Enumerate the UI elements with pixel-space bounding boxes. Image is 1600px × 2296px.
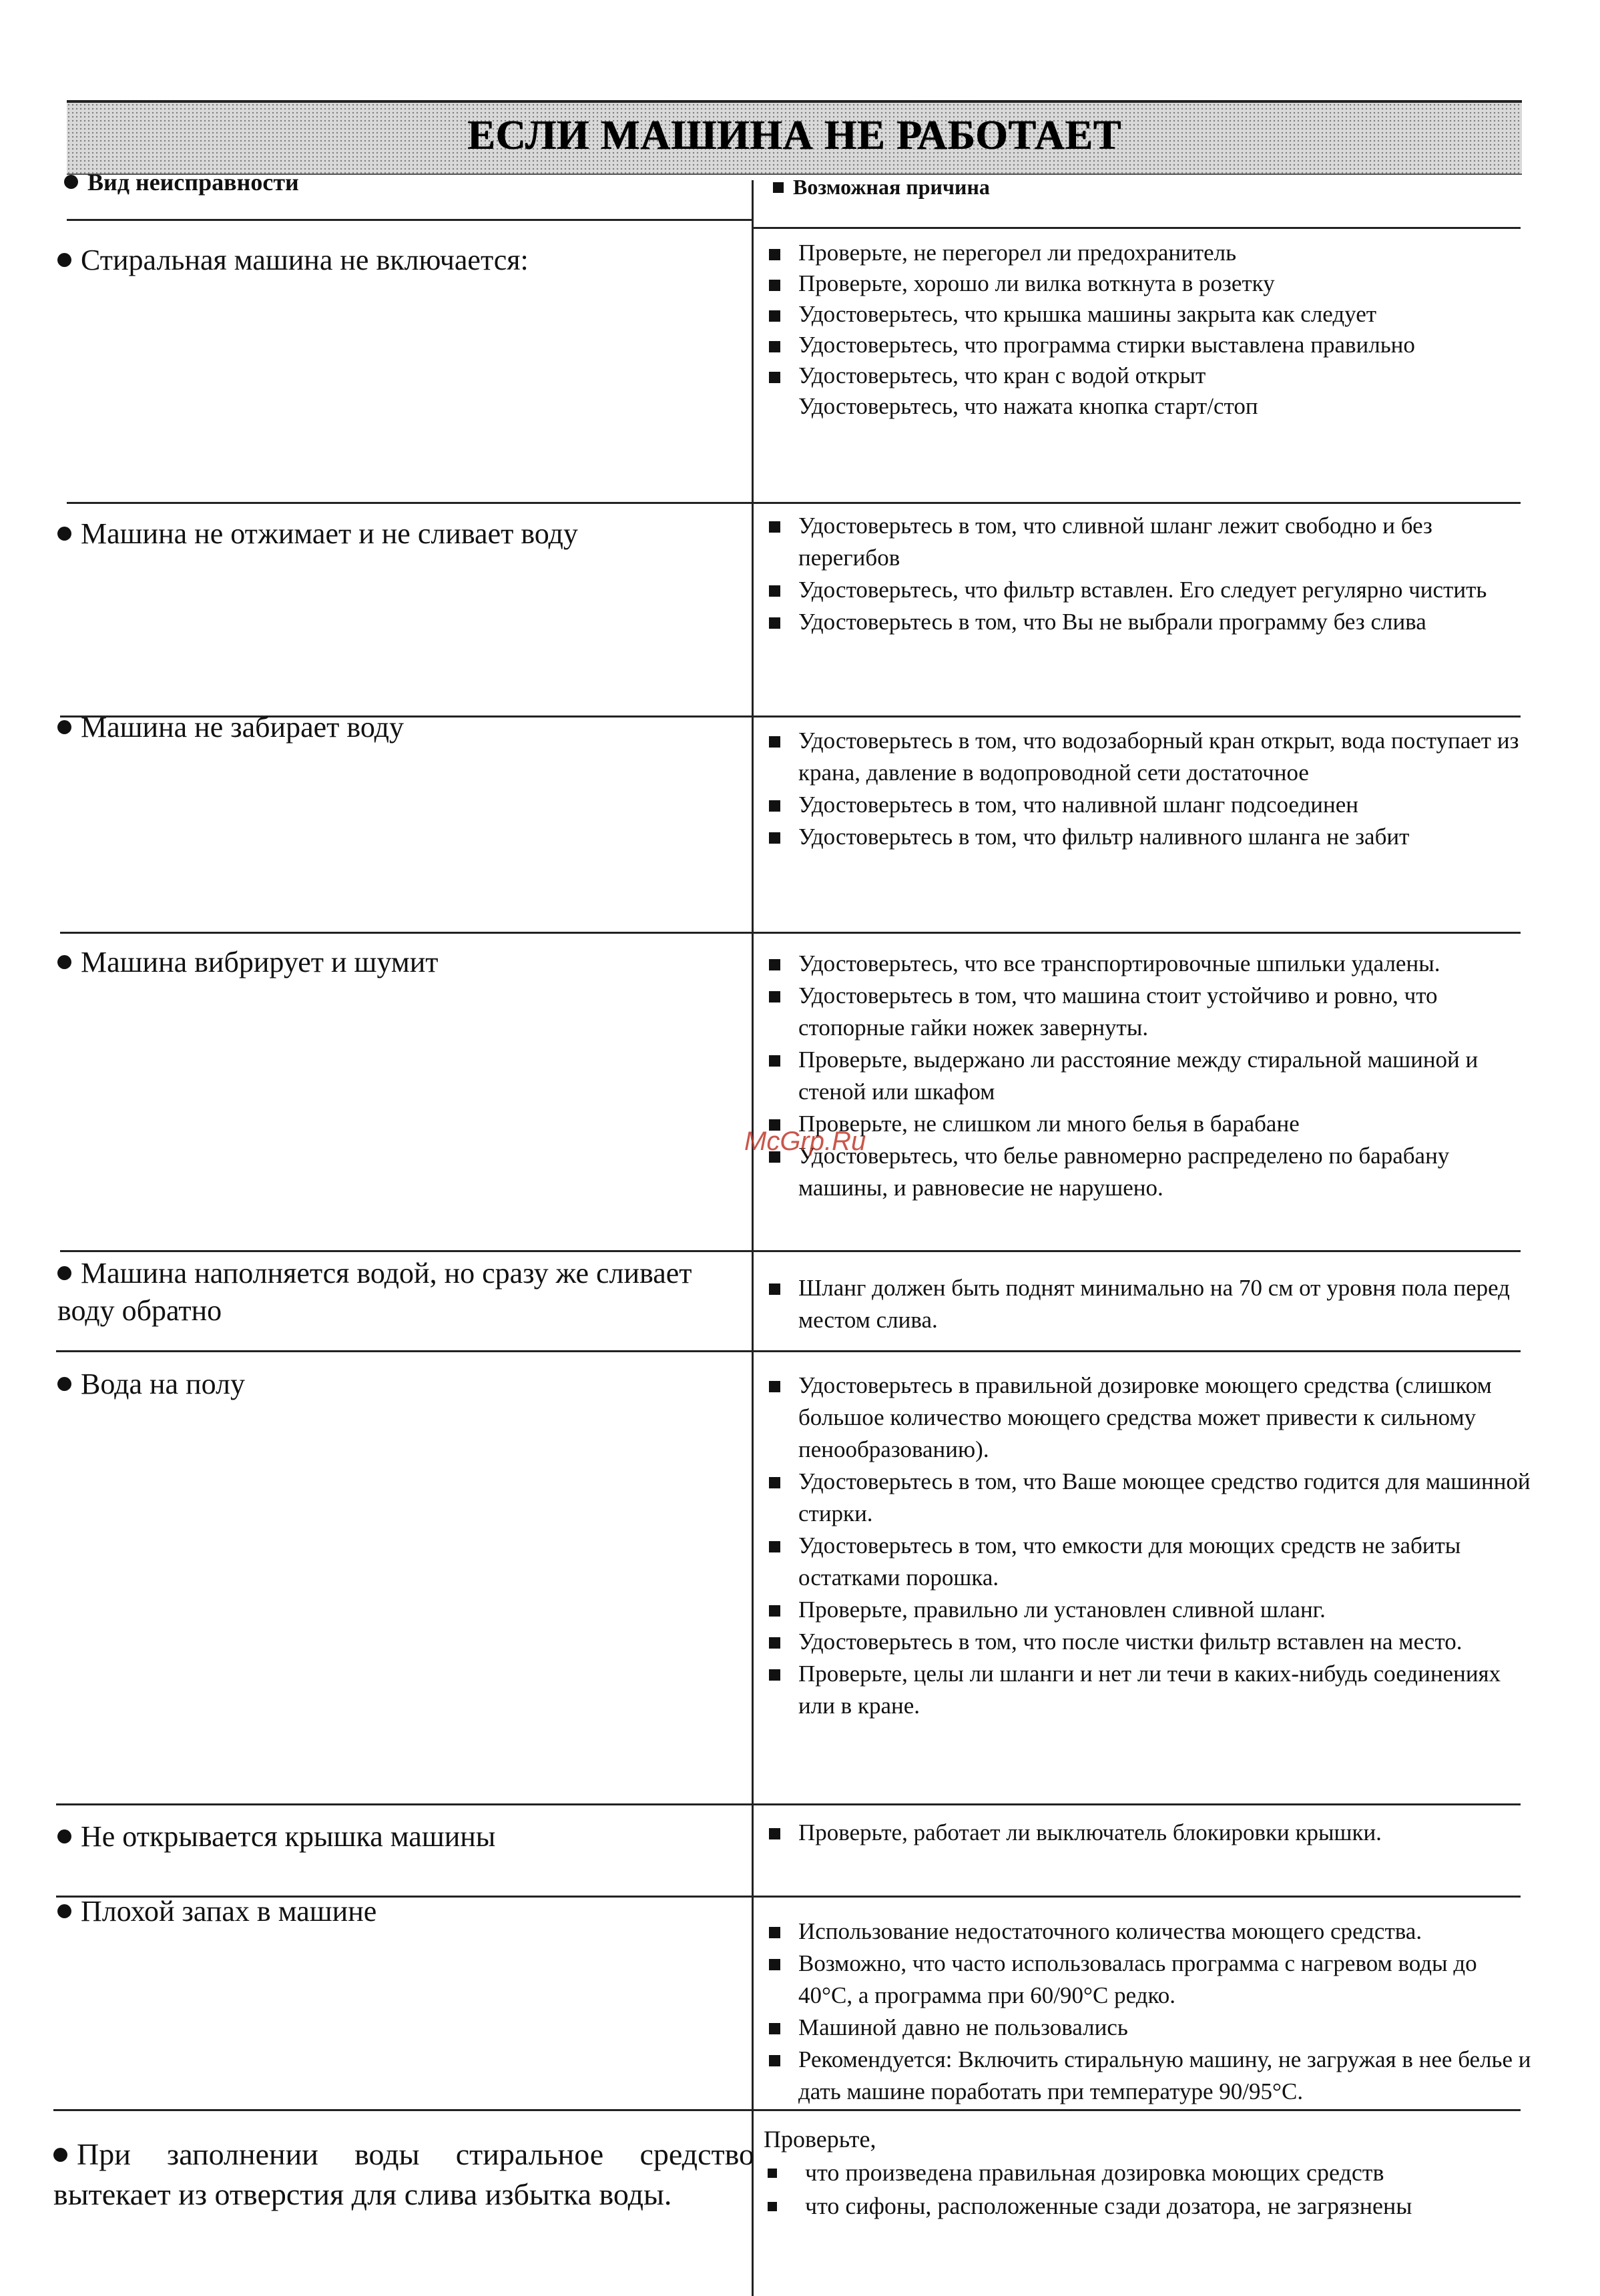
cause-item: Удостоверьтесь, что все транспортировочные шпильки удалены. xyxy=(766,948,1534,980)
cause-item: Удостоверьтесь в том, что водозаборный кран открыт, вода поступает из крана, давление в водопроводной сети достаточное xyxy=(766,725,1534,789)
cause-item: Удостоверьтесь в том, что Вы не выбрали программу без слива xyxy=(766,606,1534,638)
header-divider-right xyxy=(753,227,1521,229)
bullet-square-icon xyxy=(773,182,784,193)
cause-list xyxy=(761,2122,1542,2223)
problem-header-label: Вид неисправности xyxy=(87,169,299,196)
bullet-dot-icon xyxy=(57,720,71,734)
header-divider-left xyxy=(67,219,752,221)
row-divider xyxy=(67,502,1521,504)
bullet-square-icon xyxy=(769,991,780,1002)
problem-cell xyxy=(57,242,745,279)
bullet-square-icon xyxy=(769,617,780,629)
cause-item: Проверьте, целы ли шланги и нет ли течи в каких-нибудь соединениях или в кране. xyxy=(766,1658,1534,1722)
problem-text: Вода на полу xyxy=(81,1368,245,1400)
cause-item: Удостоверьтесь в том, что наливной шланг подсоединен xyxy=(766,789,1534,821)
cause-item: Рекомендуется: Включить стиральную машину, не загружая в нее белье и дать машине поработать при температуре 90/95°С. xyxy=(766,2044,1534,2108)
bullet-square-icon xyxy=(769,1541,780,1552)
problem-cell xyxy=(57,1255,745,1330)
cause-item: Удостоверьтесь в том, что Ваше моющее средство годится для машинной стирки. xyxy=(766,1466,1534,1530)
bullet-square-icon xyxy=(769,1381,780,1392)
cause-item: Удостоверьтесь, что нажата кнопка старт/стоп xyxy=(798,393,1258,419)
bullet-square-icon xyxy=(769,249,780,260)
problem-cell xyxy=(57,944,745,981)
bullet-dot-icon xyxy=(57,253,71,267)
bullet-dot-icon xyxy=(57,527,71,541)
row-divider xyxy=(60,1250,1521,1252)
bullet-dot-icon xyxy=(64,175,78,189)
cause-item: Проверьте, выдержано ли расстояние между стиральной машиной и стеной или шкафом xyxy=(766,1044,1534,1108)
row-divider xyxy=(56,1803,1521,1805)
bullet-dot-icon xyxy=(57,1904,71,1918)
problem-cell xyxy=(57,1818,745,1855)
cause-item: Возможно, что часто использовалась программа с нагревом воды до 40°С, а программа при 60/90°С редко. xyxy=(766,1948,1534,2012)
bullet-square-icon xyxy=(769,1927,780,1938)
cause-item: Удостоверьтесь в том, что после чистки фильтр вставлен на место. xyxy=(766,1626,1534,1658)
bullet-square-icon xyxy=(769,1283,780,1295)
cause-item: Удостоверьтесь в том, что фильтр наливного шланга не забит xyxy=(766,821,1534,853)
bullet-dot-icon xyxy=(57,1829,71,1843)
cause-list xyxy=(766,1370,1534,1722)
bullet-square-icon xyxy=(769,280,780,291)
problem-cell xyxy=(57,709,745,746)
cause-list xyxy=(766,725,1534,853)
bullet-square-icon xyxy=(769,341,780,352)
cause-item: Проверьте, хорошо ли вилка воткнута в розетку xyxy=(766,268,1534,299)
cause-item: Удостоверьтесь, что крышка машины закрыта как следует xyxy=(766,299,1534,330)
bullet-dot-icon xyxy=(57,1377,71,1391)
bullet-dot-icon xyxy=(53,2148,67,2162)
cause-item: Шланг должен быть поднят минимально на 70 см от уровня пола перед местом слива. xyxy=(766,1272,1534,1336)
page-title: ЕСЛИ МАШИНА НЕ РАБОТАЕТ xyxy=(467,113,1121,158)
row-divider xyxy=(53,2109,1521,2111)
bullet-square-icon xyxy=(769,1669,780,1681)
cause-item: Удостоверьтесь, что белье равномерно распределено по барабану машины, и равновесие не нарушено. xyxy=(766,1140,1534,1204)
title-banner xyxy=(67,100,1522,175)
bullet-dot-icon xyxy=(57,1266,71,1280)
cause-list xyxy=(766,510,1534,638)
cause-list xyxy=(766,1916,1534,2108)
problem-text: Стиральная машина не включается: xyxy=(81,244,529,276)
bullet-square-icon xyxy=(768,2169,777,2178)
problem-column-header xyxy=(64,168,299,196)
cause-item: Удостоверьтесь в правильной дозировке моющего средства (слишком большое количество моющего средства может привести к сильному пенообразованию). xyxy=(766,1370,1534,1466)
bullet-square-icon xyxy=(769,521,780,533)
bullet-square-icon xyxy=(769,800,780,812)
cause-header-label: Возможная причина xyxy=(793,175,990,199)
row-divider xyxy=(60,932,1521,934)
cause-item: Проверьте, работает ли выключатель блокировки крышки. xyxy=(766,1817,1534,1849)
cause-item: что произведена правильная дозировка моющих средств xyxy=(761,2156,1542,2189)
problem-text: Машина не отжимает и не сливает воду xyxy=(81,517,578,550)
bullet-square-icon xyxy=(769,585,780,597)
bullet-square-icon xyxy=(769,959,780,970)
cause-item: Удостоверьтесь, что программа стирки выставлена правильно xyxy=(766,330,1534,360)
cause-item: Удостоверьтесь, что кран с водой открыт xyxy=(766,360,1534,391)
cause-lead: Проверьте, xyxy=(764,2126,876,2152)
bullet-square-icon xyxy=(769,1605,780,1617)
bullet-square-icon xyxy=(769,832,780,844)
cause-item: что сифоны, расположенные сзади дозатора, не загрязнены xyxy=(761,2189,1542,2223)
bullet-square-icon xyxy=(769,1828,780,1839)
row-divider xyxy=(56,1350,1521,1352)
cause-list xyxy=(766,1272,1534,1336)
problem-text: Машина наполняется водой, но сразу же сливает воду обратно xyxy=(57,1257,692,1327)
problem-cell xyxy=(57,515,745,553)
cause-item: Проверьте, не перегорел ли предохранитель xyxy=(766,238,1534,268)
cause-item: Проверьте, правильно ли установлен сливной шланг. xyxy=(766,1594,1534,1626)
cause-item: Использование недостаточного количества моющего средства. xyxy=(766,1916,1534,1948)
cause-list xyxy=(766,948,1534,1204)
bullet-square-icon xyxy=(769,1637,780,1649)
problem-cell xyxy=(57,1366,745,1403)
bullet-square-icon xyxy=(769,2023,780,2034)
cause-item: Удостоверьтесь, что фильтр вставлен. Его следует регулярно чистить xyxy=(766,574,1534,606)
problem-text: При заполнении воды стиральное средство вытекает из отверстия для слива избытка воды. xyxy=(53,2137,754,2211)
cause-item: Машиной давно не пользовались xyxy=(766,2012,1534,2044)
bullet-square-icon xyxy=(769,310,780,322)
bullet-square-icon xyxy=(769,736,780,748)
cause-item: Проверьте, не слишком ли много белья в барабане xyxy=(766,1108,1534,1140)
bullet-square-icon xyxy=(768,2202,777,2211)
bullet-square-icon xyxy=(769,1055,780,1067)
column-divider xyxy=(752,180,754,2296)
cause-item: Удостоверьтесь в том, что машина стоит устойчиво и ровно, что стопорные гайки ножек завернуты. xyxy=(766,980,1534,1044)
problem-text: Не открывается крышка машины xyxy=(81,1820,496,1853)
cause-item: Удостоверьтесь в том, что сливной шланг лежит свободно и без перегибов xyxy=(766,510,1534,574)
watermark: McGrp.Ru xyxy=(744,1127,866,1156)
problem-text: Плохой запах в машине xyxy=(81,1895,377,1928)
cause-column-header xyxy=(773,175,990,200)
problem-text: Машина не забирает воду xyxy=(81,711,404,744)
bullet-square-icon xyxy=(769,2055,780,2066)
problem-cell xyxy=(53,2134,754,2215)
bullet-dot-icon xyxy=(57,955,71,969)
bullet-square-icon xyxy=(769,1959,780,1970)
cause-item: Удостоверьтесь в том, что емкости для моющих средств не забиты остатками порошка. xyxy=(766,1530,1534,1594)
problem-cell xyxy=(57,1893,745,1930)
bullet-square-icon xyxy=(769,1477,780,1488)
cause-list xyxy=(766,238,1534,422)
bullet-square-icon xyxy=(769,372,780,383)
cause-list xyxy=(766,1817,1534,1849)
problem-text: Машина вибрирует и шумит xyxy=(81,946,439,978)
